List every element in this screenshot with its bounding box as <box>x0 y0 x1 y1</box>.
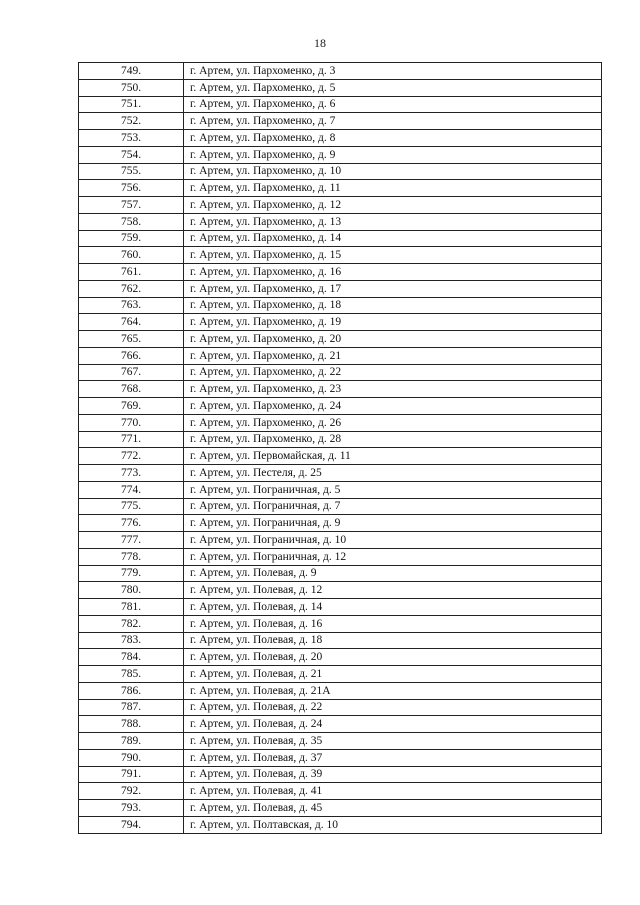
row-number: 772. <box>79 448 184 465</box>
row-number: 761. <box>79 264 184 281</box>
row-address: г. Артем, ул. Полевая, д. 14 <box>184 599 602 616</box>
row-number: 775. <box>79 498 184 515</box>
row-number: 764. <box>79 314 184 331</box>
row-address: г. Артем, ул. Пархоменко, д. 24 <box>184 398 602 415</box>
row-address: г. Артем, ул. Пархоменко, д. 11 <box>184 180 602 197</box>
row-number: 759. <box>79 230 184 247</box>
row-address: г. Артем, ул. Пархоменко, д. 5 <box>184 79 602 96</box>
table-row <box>79 649 602 666</box>
row-number: 750. <box>79 79 184 96</box>
table-row <box>79 682 602 699</box>
row-number: 786. <box>79 682 184 699</box>
row-address: г. Артем, ул. Пархоменко, д. 6 <box>184 96 602 113</box>
row-address: г. Артем, ул. Первомайская, д. 11 <box>184 448 602 465</box>
row-number: 760. <box>79 247 184 264</box>
table-row <box>79 548 602 565</box>
row-number: 758. <box>79 213 184 230</box>
row-address: г. Артем, ул. Пограничная, д. 10 <box>184 532 602 549</box>
row-address: г. Артем, ул. Полевая, д. 12 <box>184 582 602 599</box>
table-row <box>79 297 602 314</box>
row-address: г. Артем, ул. Полевая, д. 24 <box>184 716 602 733</box>
table-row <box>79 381 602 398</box>
table-row <box>79 632 602 649</box>
table-row <box>79 766 602 783</box>
table-row <box>79 448 602 465</box>
row-number: 767. <box>79 364 184 381</box>
row-number: 791. <box>79 766 184 783</box>
row-address: г. Артем, ул. Полевая, д. 39 <box>184 766 602 783</box>
row-number: 752. <box>79 113 184 130</box>
row-number: 783. <box>79 632 184 649</box>
table-row <box>79 180 602 197</box>
row-number: 777. <box>79 532 184 549</box>
address-table-body <box>79 63 602 834</box>
table-row <box>79 331 602 348</box>
address-table <box>78 62 602 834</box>
table-row <box>79 749 602 766</box>
row-address: г. Артем, ул. Пархоменко, д. 21 <box>184 347 602 364</box>
row-number: 756. <box>79 180 184 197</box>
row-number: 792. <box>79 783 184 800</box>
row-address: г. Артем, ул. Полевая, д. 35 <box>184 733 602 750</box>
row-address: г. Артем, ул. Полевая, д. 20 <box>184 649 602 666</box>
row-number: 782. <box>79 615 184 632</box>
table-row <box>79 264 602 281</box>
table-row <box>79 63 602 80</box>
row-number: 790. <box>79 749 184 766</box>
table-row <box>79 230 602 247</box>
table-row <box>79 431 602 448</box>
row-address: г. Артем, ул. Полевая, д. 45 <box>184 800 602 817</box>
row-address: г. Артем, ул. Пархоменко, д. 22 <box>184 364 602 381</box>
table-row <box>79 481 602 498</box>
row-number: 787. <box>79 699 184 716</box>
table-row <box>79 247 602 264</box>
row-address: г. Артем, ул. Пограничная, д. 9 <box>184 515 602 532</box>
row-number: 757. <box>79 197 184 214</box>
row-number: 751. <box>79 96 184 113</box>
table-row <box>79 130 602 147</box>
row-address: г. Артем, ул. Полевая, д. 16 <box>184 615 602 632</box>
row-address: г. Артем, ул. Пархоменко, д. 18 <box>184 297 602 314</box>
row-address: г. Артем, ул. Пархоменко, д. 14 <box>184 230 602 247</box>
table-row <box>79 733 602 750</box>
row-number: 754. <box>79 146 184 163</box>
row-number: 784. <box>79 649 184 666</box>
row-number: 768. <box>79 381 184 398</box>
row-number: 755. <box>79 163 184 180</box>
row-number: 769. <box>79 398 184 415</box>
row-address: г. Артем, ул. Пограничная, д. 7 <box>184 498 602 515</box>
row-address: г. Артем, ул. Пархоменко, д. 9 <box>184 146 602 163</box>
row-address: г. Артем, ул. Пархоменко, д. 10 <box>184 163 602 180</box>
row-number: 753. <box>79 130 184 147</box>
row-number: 785. <box>79 666 184 683</box>
page-number: 18 <box>314 36 326 50</box>
table-row <box>79 783 602 800</box>
row-number: 788. <box>79 716 184 733</box>
table-row <box>79 816 602 833</box>
table-row <box>79 800 602 817</box>
row-address: г. Артем, ул. Полевая, д. 21А <box>184 682 602 699</box>
row-address: г. Артем, ул. Полевая, д. 21 <box>184 666 602 683</box>
table-row <box>79 96 602 113</box>
table-row <box>79 347 602 364</box>
row-address: г. Артем, ул. Пархоменко, д. 23 <box>184 381 602 398</box>
table-row <box>79 599 602 616</box>
row-address: г. Артем, ул. Пархоменко, д. 3 <box>184 63 602 80</box>
row-number: 763. <box>79 297 184 314</box>
table-row <box>79 532 602 549</box>
row-number: 765. <box>79 331 184 348</box>
row-address: г. Артем, ул. Пархоменко, д. 7 <box>184 113 602 130</box>
row-address: г. Артем, ул. Пархоменко, д. 26 <box>184 414 602 431</box>
table-row <box>79 414 602 431</box>
row-number: 766. <box>79 347 184 364</box>
row-address: г. Артем, ул. Пархоменко, д. 15 <box>184 247 602 264</box>
row-address: г. Артем, ул. Пограничная, д. 5 <box>184 481 602 498</box>
row-number: 774. <box>79 481 184 498</box>
row-number: 770. <box>79 414 184 431</box>
row-address: г. Артем, ул. Полевая, д. 37 <box>184 749 602 766</box>
table-row <box>79 314 602 331</box>
row-number: 771. <box>79 431 184 448</box>
row-number: 794. <box>79 816 184 833</box>
table-row <box>79 615 602 632</box>
row-address: г. Артем, ул. Полевая, д. 18 <box>184 632 602 649</box>
row-number: 749. <box>79 63 184 80</box>
row-address: г. Артем, ул. Пархоменко, д. 16 <box>184 264 602 281</box>
row-address: г. Артем, ул. Полевая, д. 9 <box>184 565 602 582</box>
table-row <box>79 666 602 683</box>
table-row <box>79 364 602 381</box>
table-row <box>79 398 602 415</box>
row-address: г. Артем, ул. Пархоменко, д. 19 <box>184 314 602 331</box>
row-number: 779. <box>79 565 184 582</box>
row-address: г. Артем, ул. Пархоменко, д. 17 <box>184 280 602 297</box>
row-address: г. Артем, ул. Полевая, д. 22 <box>184 699 602 716</box>
row-number: 789. <box>79 733 184 750</box>
table-row <box>79 146 602 163</box>
table-row <box>79 699 602 716</box>
table-row <box>79 197 602 214</box>
table-row <box>79 280 602 297</box>
table-row <box>79 163 602 180</box>
table-row <box>79 515 602 532</box>
table-row <box>79 465 602 482</box>
table-row <box>79 79 602 96</box>
row-address: г. Артем, ул. Пархоменко, д. 13 <box>184 213 602 230</box>
row-address: г. Артем, ул. Пестеля, д. 25 <box>184 465 602 482</box>
table-row <box>79 113 602 130</box>
table-row <box>79 716 602 733</box>
row-address: г. Артем, ул. Пархоменко, д. 8 <box>184 130 602 147</box>
row-address: г. Артем, ул. Пограничная, д. 12 <box>184 548 602 565</box>
table-row <box>79 498 602 515</box>
row-number: 793. <box>79 800 184 817</box>
table-row <box>79 582 602 599</box>
row-number: 780. <box>79 582 184 599</box>
row-address: г. Артем, ул. Пархоменко, д. 28 <box>184 431 602 448</box>
row-number: 781. <box>79 599 184 616</box>
table-row <box>79 213 602 230</box>
row-number: 778. <box>79 548 184 565</box>
row-number: 762. <box>79 280 184 297</box>
row-address: г. Артем, ул. Пархоменко, д. 12 <box>184 197 602 214</box>
row-number: 773. <box>79 465 184 482</box>
row-address: г. Артем, ул. Пархоменко, д. 20 <box>184 331 602 348</box>
row-address: г. Артем, ул. Полевая, д. 41 <box>184 783 602 800</box>
row-address: г. Артем, ул. Полтавская, д. 10 <box>184 816 602 833</box>
row-number: 776. <box>79 515 184 532</box>
table-row <box>79 565 602 582</box>
